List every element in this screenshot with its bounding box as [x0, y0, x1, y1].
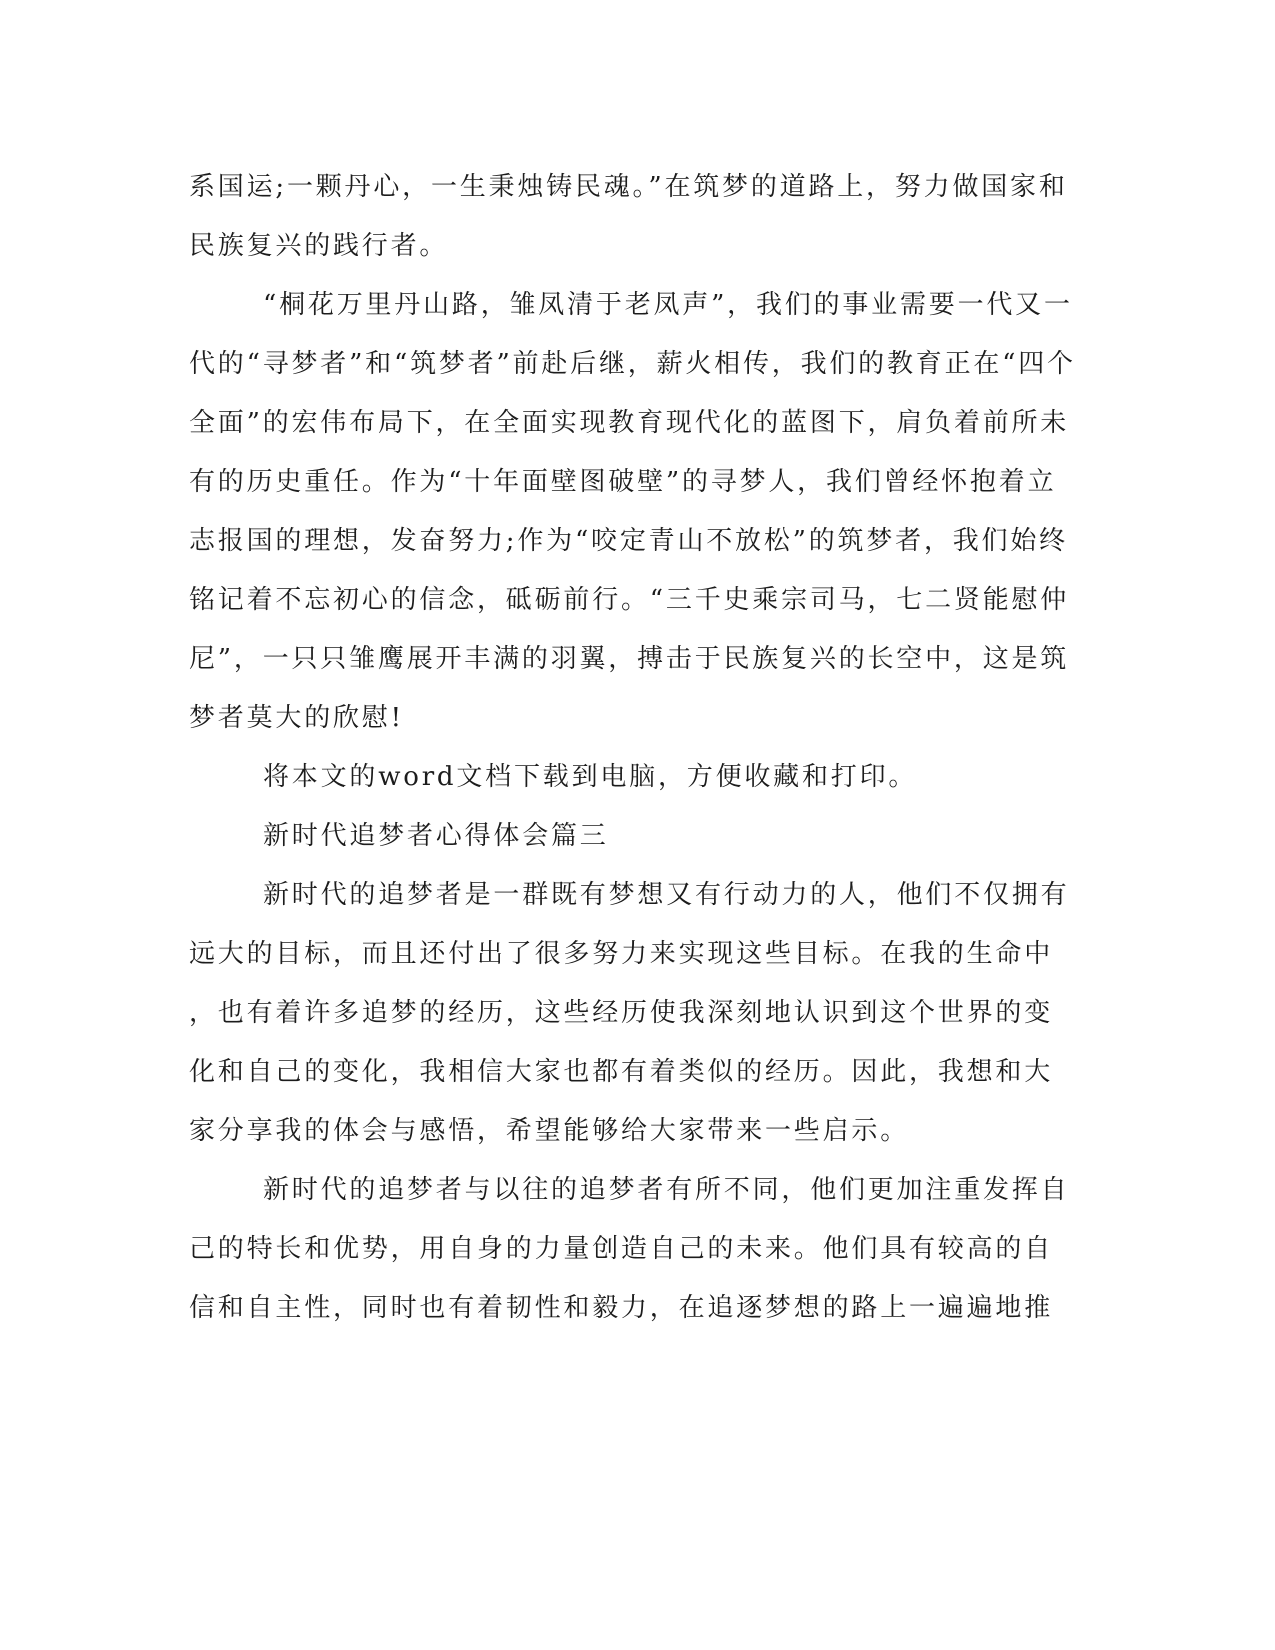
text-line-5: 全面”的宏伟布局下，在全面实现教育现代化的蓝图下，肩负着前所未 — [189, 408, 1070, 438]
download-note: 将本文的word文档下载到电脑，方便收藏和打印。 — [263, 762, 918, 792]
text-line-16: 化和自己的变化，我相信大家也都有着类似的经历。因此，我想和大 — [189, 1057, 1054, 1087]
section-heading: 新时代追梦者心得体会篇三 — [263, 821, 609, 851]
text-line-20: 信和自主性，同时也有着韧性和毅力，在追逐梦想的路上一遍遍地推 — [189, 1293, 1054, 1323]
text-line-6: 有的历史重任。作为“十年面壁图破壁”的寻梦人，我们曾经怀抱着立 — [189, 467, 1057, 497]
text-line-15: ，也有着许多追梦的经历，这些经历使我深刻地认识到这个世界的变 — [189, 998, 1054, 1028]
paragraph-start-line: 新时代的追梦者与以往的追梦者有所不同，他们更加注重发挥自 — [263, 1175, 1070, 1205]
text-line-7: 志报国的理想，发奋努力;作为“咬定青山不放松”的筑梦者，我们始终 — [189, 526, 1068, 556]
paragraph-start-line: “桐花万里丹山路，雏凤清于老凤声”，我们的事业需要一代又一 — [263, 290, 1073, 320]
text-line-19: 己的特长和优势，用自身的力量创造自己的未来。他们具有较高的自 — [189, 1234, 1054, 1264]
paragraph-start-line: 新时代的追梦者是一群既有梦想又有行动力的人，他们不仅拥有 — [263, 880, 1070, 910]
text-line-10: 梦者莫大的欣慰! — [189, 703, 404, 733]
text-line-17: 家分享我的体会与感悟，希望能够给大家带来一些启示。 — [189, 1116, 910, 1146]
text-line-9: 尼”，一只只雏鹰展开丰满的羽翼，搏击于民族复兴的长空中，这是筑 — [189, 644, 1070, 674]
text-line-2: 民族复兴的践行者。 — [189, 231, 449, 261]
text-line-1: 系国运;一颗丹心，一生秉烛铸民魂。”在筑梦的道路上，努力做国家和 — [189, 172, 1068, 202]
text-line-14: 远大的目标，而且还付出了很多努力来实现这些目标。在我的生命中 — [189, 939, 1054, 969]
body-text — [189, 158, 1076, 1338]
text-line-8: 铭记着不忘初心的信念，砥砺前行。“三千史乘宗司马，七二贤能慰仲 — [189, 585, 1070, 615]
text-line-4: 代的“寻梦者”和“筑梦者”前赴后继，薪火相传，我们的教育正在“四个 — [189, 349, 1076, 379]
